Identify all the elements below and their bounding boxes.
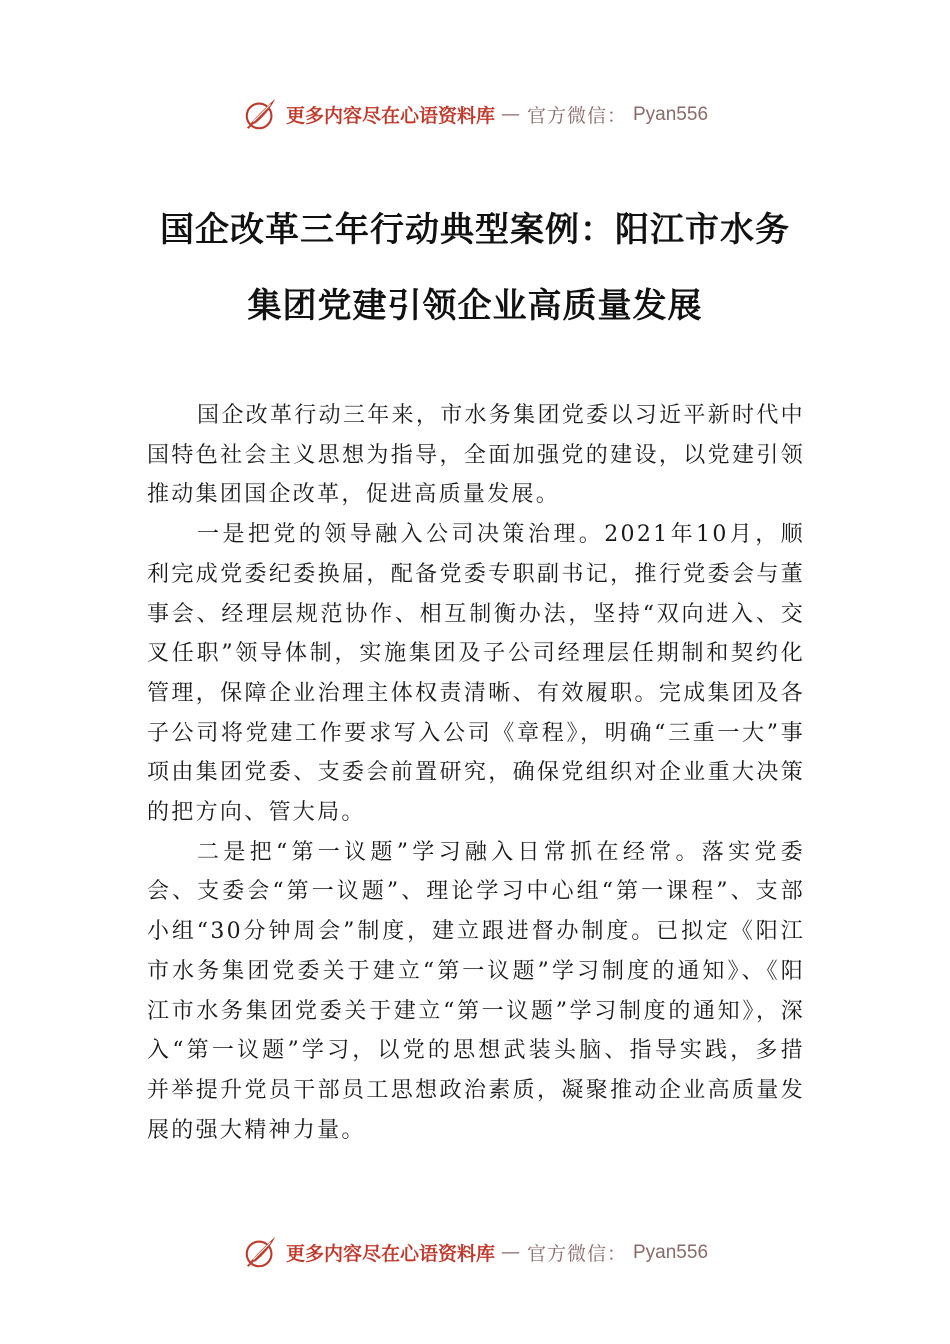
title-line-2: 集团党建引领企业高质量发展 <box>247 286 703 326</box>
paragraph-intro: 国企改革行动三年来，市水务集团党委以习近平新时代中国特色社会主义思想为指导，全面加强党的建设，以党建引领推动集团国企改革，促进高质量发展。 <box>147 403 805 508</box>
wechat-id: Pyan556 <box>633 1241 709 1263</box>
paragraph-point-two: 二是把“第一议题”学习融入日常抓在经常。落实党委会、支委会“第一议题”、理论学习中心组“第一课程”、支部小组“30分钟周会”制度，建立跟进督办制度。已拟定《阳江市水务集团党委关于建立“第一议题”学习制度的通知》、《阳江市水务集团党委关于建立“第一议题”学习制度的通知》，深入“第一议题”学习，以党的思想武装头脑、指导实践，多措并举提升党员干部员工思想政治素质，凝聚推动企业高质量发展的强大精神力量。 <box>147 839 805 1143</box>
wechat-label: 官方微信： <box>526 1242 627 1265</box>
header-watermark-banner <box>0 94 950 134</box>
brand-text: 更多内容尽在心语资料库 <box>285 1242 495 1265</box>
title-line-1: 国企改革三年行动典型案例：阳江市水务 <box>160 210 790 250</box>
document-title <box>100 192 850 344</box>
dash-separator: — <box>500 1241 521 1263</box>
wechat-id: Pyan556 <box>633 103 709 125</box>
footer-watermark-banner <box>0 1232 950 1272</box>
quill-pen-logo-icon <box>242 1233 280 1271</box>
brand-text: 更多内容尽在心语资料库 <box>285 104 495 127</box>
paragraph-point-one: 一是把党的领导融入公司决策治理。2021年10月，顺利完成党委纪委换届，配备党委专职副书记，推行党委会与董事会、经理层规范协作、相互制衡办法，坚持“双向进入、交叉任职”领导体制，实施集团及子公司经理层任期制和契约化管理，保障企业治理主体权责清晰、有效履职。完成集团及各子公司将党建工作要求写入公司《章程》，明确“三重一大”事项由集团党委、支委会前置研究，确保党组织对企业重大决策的把方向、管大局。 <box>147 522 805 826</box>
quill-pen-logo-icon <box>242 95 280 133</box>
document-body <box>147 396 805 1150</box>
dash-separator: — <box>500 103 521 125</box>
wechat-label: 官方微信： <box>526 104 627 127</box>
